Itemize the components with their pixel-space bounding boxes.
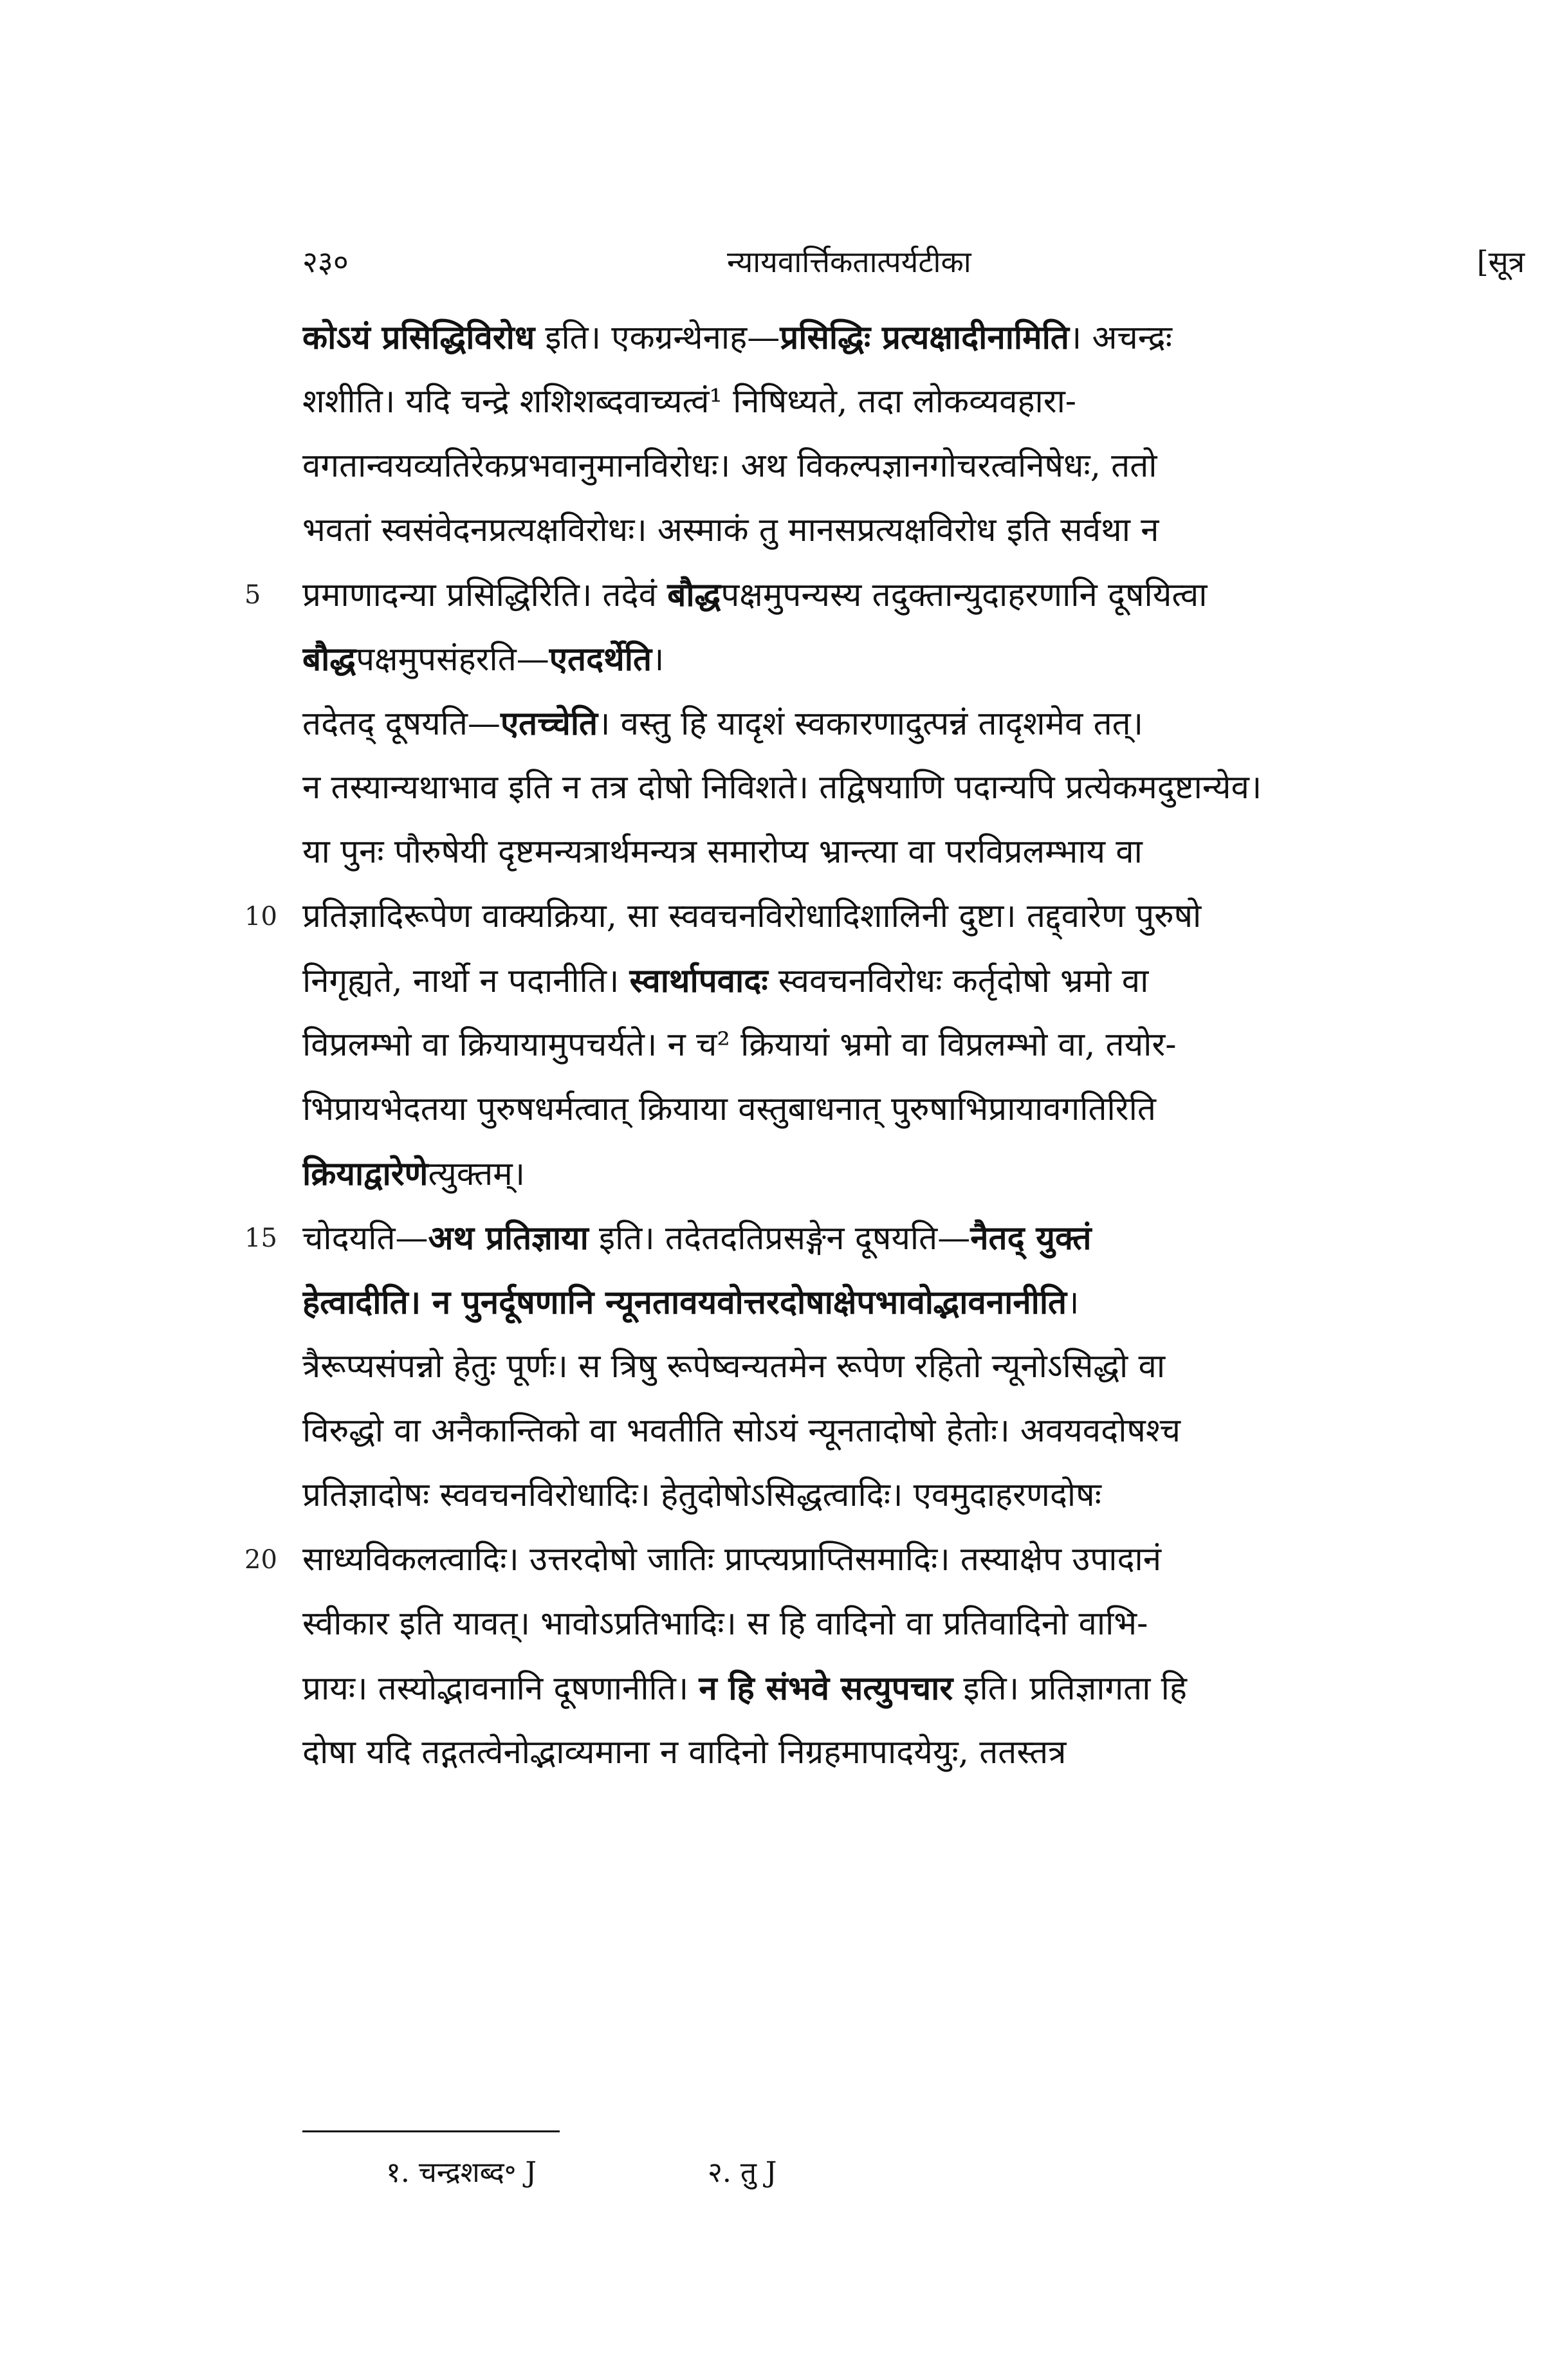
- text-segment: इति। तदेतदतिप्रसङ्गेन दूषयति—: [588, 1220, 971, 1258]
- bold-segment: हेत्वादीति। न पुनर्दूषणानि न्यूनतावयवोत्तरदोषाक्षेपभावोद्भावनानीति: [302, 1283, 1067, 1322]
- text-line: [302, 884, 1525, 949]
- bold-segment: प्रसिद्धिः प्रत्यक्षादीनामिति: [780, 318, 1069, 357]
- text-line: [302, 820, 1525, 884]
- text-segment: इति। एकग्रन्थेनाह—: [535, 319, 780, 357]
- text-segment: भवतां स्वसंवेदनप्रत्यक्षविरोधः। अस्माकं तु मानसप्रत्यक्षविरोध इति सर्वथा न: [302, 511, 1159, 549]
- text-line: [302, 434, 1525, 499]
- text-segment: प्रतिज्ञादिरूपेण वाक्यक्रिया, सा स्ववचनविरोधादिशालिनी दुष्टा। तद्द्वारेण पुरुषो: [302, 897, 1202, 935]
- bold-segment: स्वार्थापवादः: [629, 962, 768, 1000]
- text-segment: विरुद्धो वा अनैकान्तिको वा भवतीति सोऽयं न्यूनतादोषो हेतोः। अवयवदोषश्च: [302, 1412, 1181, 1450]
- text-line: [302, 756, 1525, 820]
- bold-segment: न हि संभवे सत्युपचार: [699, 1669, 953, 1708]
- bold-segment: एतदर्थेति: [549, 640, 652, 679]
- text-segment: निगृह्यते, नार्थो न पदानीति।: [302, 962, 630, 1000]
- text-segment: स्ववचनविरोधः कर्तृदोषो भ्रमो वा: [767, 962, 1149, 1000]
- text-segment: साध्यविकलत्वादिः। उत्तरदोषो जातिः प्राप्त्यप्राप्तिसमादिः। तस्याक्षेप उपादानं: [302, 1541, 1162, 1579]
- text-line: [302, 627, 1525, 691]
- text-segment: प्रमाणादन्या प्रसिद्धिरिति। तदेवं: [302, 576, 668, 614]
- line-number: 15: [244, 1223, 277, 1253]
- text-line: [302, 1463, 1525, 1528]
- text-line: [302, 1399, 1525, 1463]
- text-segment: ।: [652, 641, 665, 679]
- text-segment: वगतान्वयव्यतिरेकप्रभवानुमानविरोधः। अथ विकल्पज्ञानगोचरत्वनिषेधः, ततो: [302, 447, 1157, 485]
- text-segment: या पुनः पौरुषेयी दृष्टमन्यत्रार्थमन्यत्र समारोप्य भ्रान्त्या वा परविप्रलम्भाय वा: [302, 833, 1143, 871]
- text-segment: ।: [1067, 1284, 1080, 1322]
- text-segment: पक्षमुपसंहरति—: [356, 641, 549, 679]
- text-line: [302, 1656, 1525, 1721]
- text-line: [302, 1592, 1525, 1656]
- text-line: [302, 499, 1525, 563]
- bold-segment: अथ प्रतिज्ञाया: [428, 1219, 589, 1258]
- running-title: न्यायवार्त्तिकतात्पर्यटीका: [727, 244, 971, 279]
- text-line: [302, 306, 1525, 370]
- text-line: [302, 370, 1525, 434]
- text-line: [302, 1206, 1525, 1270]
- text-segment: प्रतिज्ञादोषः स्ववचनविरोधादिः। हेतुदोषोऽसिद्धत्वादिः। एवमुदाहरणदोषः: [302, 1476, 1101, 1514]
- footnote-1: १. चन्द्रशब्द॰ J: [386, 2156, 537, 2189]
- text-line: [302, 1142, 1525, 1206]
- text-segment: । वस्तु हि यादृशं स्वकारणादुत्पन्नं तादृशमेव तत्।: [598, 705, 1144, 743]
- text-line: [302, 1528, 1525, 1592]
- text-segment: शशीति। यदि चन्द्रे शशिशब्दवाच्यत्वं¹ निषिध्यते, तदा लोकव्यवहारा-: [302, 383, 1077, 421]
- footnote-2: २. तु J: [708, 2156, 777, 2189]
- bold-segment: बौद्ध: [667, 576, 721, 614]
- text-line: [302, 1335, 1525, 1399]
- text-line: [302, 1270, 1525, 1335]
- running-header: [302, 241, 1525, 286]
- text-segment: स्वीकार इति यावत्। भावोऽप्रतिभादिः। स हि वादिनो वा प्रतिवादिनो वाभि-: [302, 1605, 1148, 1643]
- text-line: [302, 1721, 1525, 1785]
- bold-segment: नैतद् युक्तं: [970, 1219, 1092, 1258]
- text-line: [302, 1013, 1525, 1077]
- text-segment: तदेतद् दूषयति—: [302, 705, 501, 743]
- text-segment: चोदयति—: [302, 1220, 428, 1258]
- section-label: [सूत्र: [1476, 244, 1525, 279]
- text-line: [302, 563, 1525, 627]
- bold-segment: क्रियाद्वारेणे: [302, 1155, 428, 1193]
- text-segment: विप्रलम्भो वा क्रियायामुपचर्यते। न च² क्रियायां भ्रमो वा विप्रलम्भो वा, तयोर-: [302, 1026, 1177, 1064]
- footnote-rule: [302, 2130, 560, 2132]
- text-segment: दोषा यदि तद्गतत्वेनोद्भाव्यमाना न वादिनो निग्रहमापादयेयुः, ततस्तत्र: [302, 1734, 1067, 1771]
- line-number: 20: [244, 1545, 277, 1575]
- text-segment: न तस्यान्यथाभाव इति न तत्र दोषो निविशते। तद्विषयाणि पदान्यपि प्रत्येकमदुष्टान्येव।: [302, 769, 1262, 807]
- text-segment: त्रैरूप्यसंपन्नो हेतुः पूर्णः। स त्रिषु रूपेष्वन्यतमेन रूपेण रहितो न्यूनोऽसिद्धो वा: [302, 1348, 1166, 1386]
- line-number: 5: [244, 580, 261, 610]
- bold-segment: बौद्ध: [302, 640, 356, 679]
- text-line: [302, 949, 1525, 1013]
- page-number: २३०: [302, 244, 349, 279]
- text-segment: पक्षमुपन्यस्य तदुक्तान्युदाहरणानि दूषयित्वा: [721, 576, 1208, 614]
- bold-segment: कोऽयं प्रसिद्धिविरोध: [302, 318, 535, 357]
- text-segment: प्रायः। तस्योद्भावनानि दूषणानीति।: [302, 1670, 699, 1708]
- text-line: [302, 1077, 1525, 1142]
- text-segment: । अचन्द्रः: [1069, 319, 1172, 357]
- text-line: [302, 691, 1525, 756]
- text-segment: त्युक्तम्।: [428, 1155, 526, 1193]
- text-segment: इति। प्रतिज्ञागता हि: [953, 1670, 1187, 1708]
- line-number: 10: [244, 902, 277, 931]
- bold-segment: एतच्चेति: [500, 704, 598, 743]
- text-segment: भिप्रायभेदतया पुरुषधर्मत्वात् क्रियाया वस्तुबाधनात् पुरुषाभिप्रायावगतिरिति: [302, 1090, 1156, 1128]
